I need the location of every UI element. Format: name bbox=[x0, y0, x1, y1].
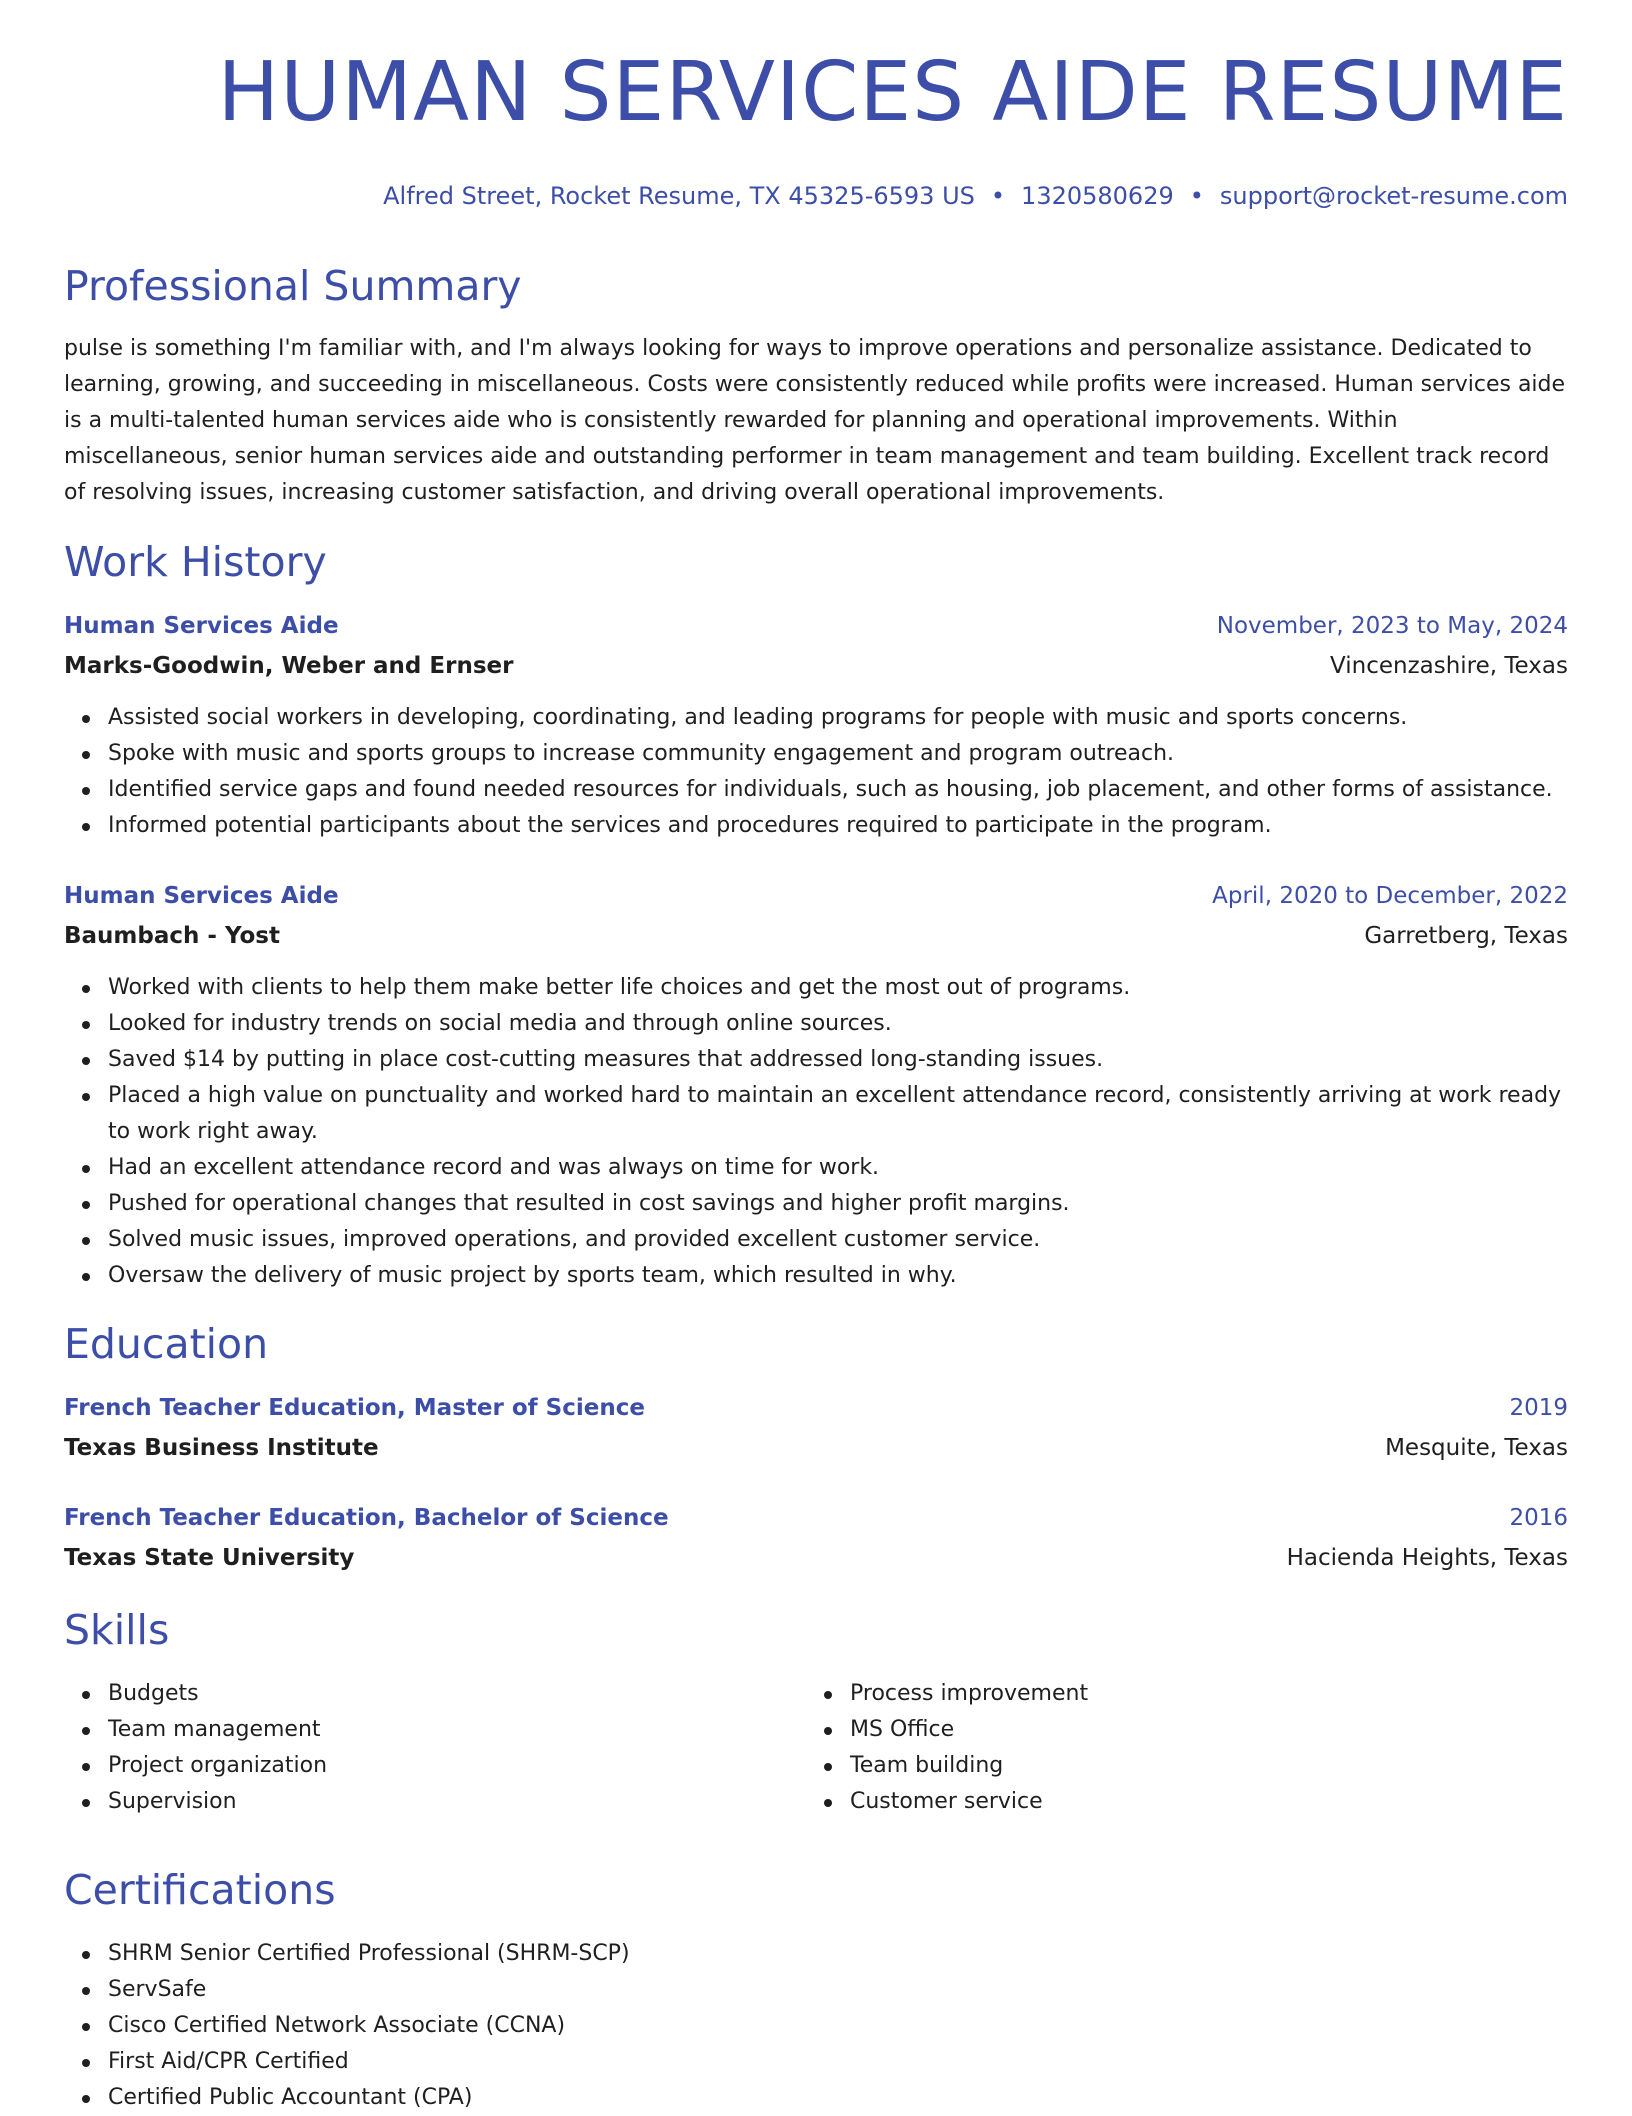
work-history-heading: Work History bbox=[64, 538, 327, 586]
job-location: Vincenzashire, Texas bbox=[1330, 653, 1568, 679]
contact-phone: 1320580629 bbox=[1021, 182, 1174, 210]
job-subheader bbox=[64, 920, 1568, 952]
education-location: Mesquite, Texas bbox=[1385, 1435, 1568, 1461]
job-dates: November, 2023 to May, 2024 bbox=[1216, 613, 1568, 639]
education-school: Texas State University bbox=[64, 1545, 355, 1571]
skills-list-right bbox=[806, 1676, 1550, 1820]
job-title: Human Services Aide bbox=[64, 613, 339, 639]
job-duty: Informed potential participants about the services and procedures required to participate in the program. bbox=[108, 808, 1568, 844]
contact-address: Alfred Street, Rocket Resume, TX 45325-6593 US bbox=[383, 182, 975, 210]
contact-separator: • bbox=[1189, 182, 1204, 210]
certification-item: ServSafe bbox=[108, 1972, 1568, 2008]
certification-item: Certified Public Accountant (CPA) bbox=[108, 2080, 1568, 2116]
job-duty: Placed a high value on punctuality and worked hard to maintain an excellent attendance record, consistently arriving at work ready to work right away. bbox=[108, 1078, 1568, 1150]
job-duties-list bbox=[64, 970, 1568, 1294]
job-header bbox=[64, 610, 1568, 642]
education-degree: French Teacher Education, Bachelor of Science bbox=[64, 1505, 669, 1531]
skills-heading: Skills bbox=[64, 1606, 170, 1654]
job-duty: Spoke with music and sports groups to increase community engagement and program outreach. bbox=[108, 736, 1568, 772]
job-company: Marks-Goodwin, Weber and Ernser bbox=[64, 653, 514, 679]
education-degree: French Teacher Education, Master of Science bbox=[64, 1395, 645, 1421]
skill-item: Project organization bbox=[108, 1748, 788, 1784]
skill-item: Budgets bbox=[108, 1676, 788, 1712]
job-duty: Looked for industry trends on social media and through online sources. bbox=[108, 1006, 1568, 1042]
education-heading: Education bbox=[64, 1320, 269, 1368]
job-duty: Identified service gaps and found needed resources for individuals, such as housing, job placement, and other forms of assistance. bbox=[108, 772, 1568, 808]
education-location: Hacienda Heights, Texas bbox=[1286, 1545, 1568, 1571]
skill-item: Customer service bbox=[850, 1784, 1550, 1820]
job-duties-list bbox=[64, 700, 1568, 844]
summary-text: pulse is something I'm familiar with, and I'm always looking for ways to improve operations and personalize assistance. Dedicated to learning, growing, and succeeding in miscellaneous. Costs were consistently reduced while profits were increased. Human services aide is a multi-talented human services aide who is consistently rewarded for planning and operational improvements. Within miscellaneous, senior human services aide and outstanding performer in team management and team building. Excellent track record of resolving issues, increasing customer satisfaction, and driving overall operational improvements. bbox=[64, 336, 1566, 505]
skill-item: MS Office bbox=[850, 1712, 1550, 1748]
education-year: 2016 bbox=[1509, 1505, 1568, 1531]
job-duty: Worked with clients to help them make better life choices and get the most out of programs. bbox=[108, 970, 1568, 1006]
job-location: Garretberg, Texas bbox=[1364, 923, 1568, 949]
education-header bbox=[64, 1502, 1568, 1534]
job-dates: April, 2020 to December, 2022 bbox=[1212, 883, 1568, 909]
job-duty: Pushed for operational changes that resulted in cost savings and higher profit margins. bbox=[108, 1186, 1568, 1222]
job-duty: Assisted social workers in developing, coordinating, and leading programs for people with music and sports concerns. bbox=[108, 700, 1568, 736]
job-subheader bbox=[64, 650, 1568, 682]
job-duty: Oversaw the delivery of music project by sports team, which resulted in why. bbox=[108, 1258, 1568, 1294]
education-subheader bbox=[64, 1432, 1568, 1464]
skill-item: Process improvement bbox=[850, 1676, 1550, 1712]
skill-item: Supervision bbox=[108, 1784, 788, 1820]
education-subheader bbox=[64, 1542, 1568, 1574]
skill-item: Team building bbox=[850, 1748, 1550, 1784]
contact-email: support@rocket-resume.com bbox=[1219, 182, 1568, 210]
job-duty: Saved $14 by putting in place cost-cutting measures that addressed long-standing issues. bbox=[108, 1042, 1568, 1078]
job-title: Human Services Aide bbox=[64, 883, 339, 909]
certification-item: First Aid/CPR Certified bbox=[108, 2044, 1568, 2080]
job-header bbox=[64, 880, 1568, 912]
skill-item: Team management bbox=[108, 1712, 788, 1748]
education-year: 2019 bbox=[1509, 1395, 1568, 1421]
job-duty: Solved music issues, improved operations, and provided excellent customer service. bbox=[108, 1222, 1568, 1258]
summary-heading: Professional Summary bbox=[64, 262, 522, 310]
certification-item: Cisco Certified Network Associate (CCNA) bbox=[108, 2008, 1568, 2044]
certifications-heading: Certifications bbox=[64, 1866, 336, 1914]
certifications-list bbox=[64, 1936, 1568, 2116]
certification-item: SHRM Senior Certified Professional (SHRM-SCP) bbox=[108, 1936, 1568, 1972]
contact-line bbox=[383, 182, 1568, 211]
education-school: Texas Business Institute bbox=[64, 1435, 379, 1461]
contact-separator: • bbox=[990, 182, 1006, 210]
resume-title: HUMAN SERVICES AIDE RESUME bbox=[217, 45, 1568, 140]
skills-list-left bbox=[64, 1676, 788, 1820]
job-duty: Had an excellent attendance record and was always on time for work. bbox=[108, 1150, 1568, 1186]
education-header bbox=[64, 1392, 1568, 1424]
job-company: Baumbach - Yost bbox=[64, 923, 280, 949]
